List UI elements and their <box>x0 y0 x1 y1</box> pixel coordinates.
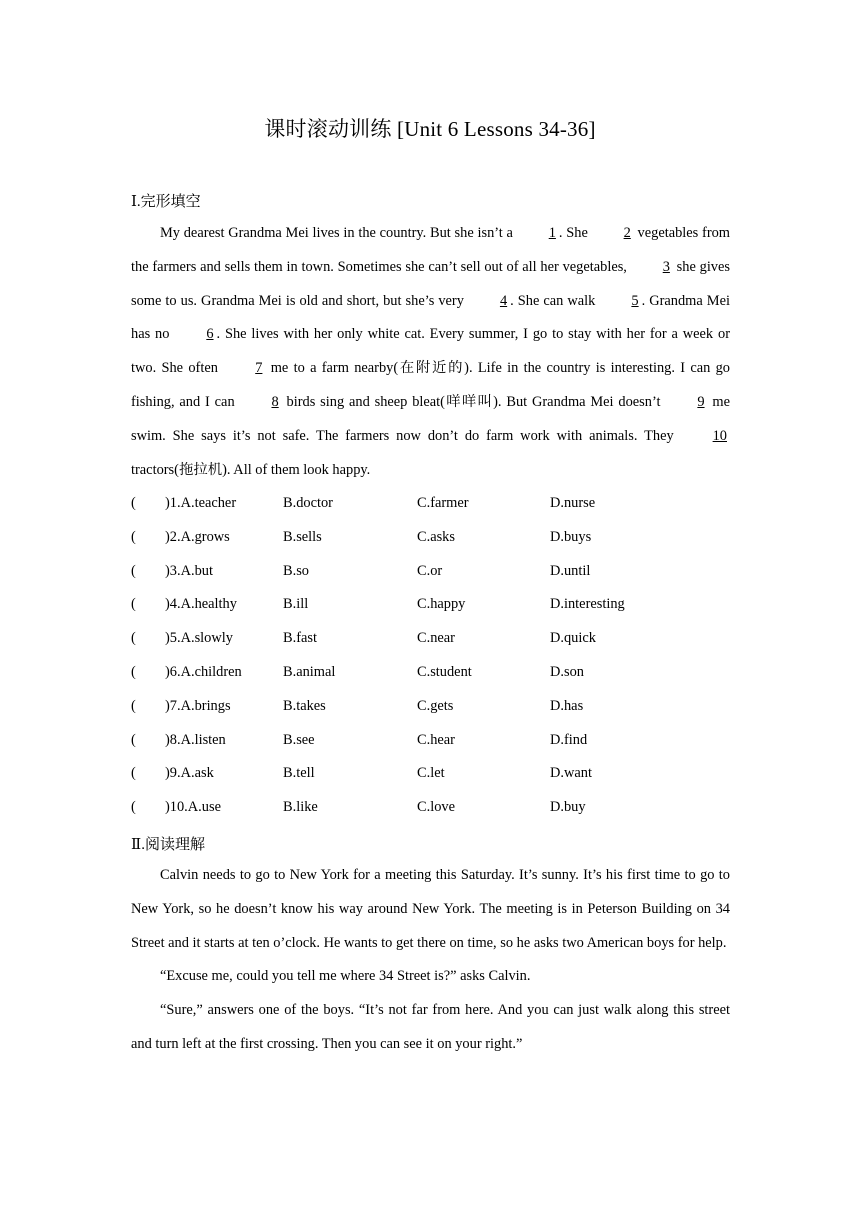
question-row <box>131 521 731 555</box>
option-a: )10.A.use <box>165 799 221 816</box>
option-b: B.like <box>283 799 318 816</box>
option-c: C.love <box>417 799 455 816</box>
option-b: B.tell <box>283 765 315 782</box>
option-c: C.farmer <box>417 495 469 511</box>
option-a: )3.A.but <box>165 562 213 579</box>
answer-paren[interactable]: ( <box>131 596 136 613</box>
answer-blank[interactable]: 7 <box>255 360 263 377</box>
option-a: )7.A.brings <box>165 697 231 714</box>
option-d: D.nurse <box>550 495 596 511</box>
option-c: C.near <box>417 630 455 647</box>
option-c: C.asks <box>417 528 455 545</box>
question-row <box>131 656 731 690</box>
cloze-paragraph: My dearest Grandma Mei lives in the country. But she isn’t a 1 . She 2 vegetables from the farmers and sells them in town. Sometimes she can’t sell out of all her vegetables, 3 she gives some to us. Grandma Mei is old and short, but she’s very 4 . She can walk 5 . Grandma Mei has no 6 . She lives with her only white cat. Every summer, I go to stay with her for a week or two. She often 7 me to a farm nearby(在附近的). Life in the country is interesting. I can go fishing, and I can 8 birds sing and sheep bleat(咩咩叫). But Grandma Mei doesn’t 9 me swim. She says it’s not safe. The farmers now don’t do farm work with animals. They 10 tractors(拖拉机). All of them look happy. <box>131 217 730 487</box>
reading-paragraph: “Excuse me, could you tell me where 34 Street is?” asks Calvin. <box>160 968 531 985</box>
answer-blank[interactable]: 2 <box>623 225 631 241</box>
page-title: 课时滚动训练 [Unit 6 Lessons 34-36] <box>264 117 596 141</box>
option-c: C.let <box>417 765 445 782</box>
answer-blank[interactable]: 10 <box>712 427 727 444</box>
answer-blank[interactable]: 1 <box>548 225 556 241</box>
answer-paren[interactable]: ( <box>131 765 136 782</box>
option-d: D.want <box>550 765 592 782</box>
option-a: )5.A.slowly <box>165 630 233 647</box>
reading-passage <box>131 859 730 1062</box>
answer-paren[interactable]: ( <box>131 528 136 545</box>
answer-paren[interactable]: ( <box>131 731 136 748</box>
question-row <box>131 555 731 589</box>
option-d: D.quick <box>550 630 596 647</box>
question-row <box>131 791 731 825</box>
option-b: B.see <box>283 731 315 748</box>
reading-paragraph: Calvin needs to go to New York for a meeting this Saturday. It’s sunny. It’s his first time to go to New York, so he doesn’t know his way around New York. The meeting is in Peterson Building on 34 Street and it starts at ten o’clock. He wants to get there on time, so he asks two American boys for help. <box>131 867 730 951</box>
option-b: B.ill <box>283 596 309 613</box>
question-row <box>131 724 731 758</box>
option-b: B.so <box>283 562 309 579</box>
reading-paragraph: “Sure,” answers one of the boys. “It’s not far from here. And you can just walk along this street and turn left at the first crossing. Then you can see it on your right.” <box>131 1002 730 1052</box>
answer-blank[interactable]: 8 <box>271 393 279 410</box>
question-row <box>131 588 731 622</box>
option-d: D.buy <box>550 799 586 816</box>
option-a: )6.A.children <box>165 663 242 680</box>
answer-blank[interactable]: 3 <box>662 258 670 275</box>
question-list <box>131 487 731 825</box>
option-d: D.has <box>550 697 584 714</box>
option-a: )1.A.teacher <box>165 495 237 511</box>
option-c: C.happy <box>417 596 466 613</box>
option-b: B.takes <box>283 697 326 714</box>
answer-blank[interactable]: 6 <box>206 326 214 343</box>
section-heading-cloze: Ⅰ.完形填空 <box>131 194 201 210</box>
option-a: )9.A.ask <box>165 765 214 782</box>
option-a: )4.A.healthy <box>165 596 237 613</box>
answer-paren[interactable]: ( <box>131 562 136 579</box>
option-c: C.hear <box>417 731 455 748</box>
option-a: )2.A.grows <box>165 528 230 545</box>
option-b: B.sells <box>283 528 322 545</box>
option-d: D.interesting <box>550 596 625 613</box>
question-row <box>131 487 731 521</box>
answer-paren[interactable]: ( <box>131 663 136 680</box>
answer-blank[interactable]: 4 <box>499 292 508 309</box>
option-d: D.son <box>550 663 584 680</box>
option-c: C.or <box>417 562 443 579</box>
question-row <box>131 690 731 724</box>
section-heading-reading: Ⅱ.阅读理解 <box>131 837 205 853</box>
question-row <box>131 622 731 656</box>
option-c: C.gets <box>417 697 454 714</box>
answer-paren[interactable]: ( <box>131 697 136 714</box>
option-c: C.student <box>417 663 472 680</box>
option-b: B.animal <box>283 663 336 680</box>
option-d: D.find <box>550 731 588 748</box>
answer-paren[interactable]: ( <box>131 630 136 647</box>
option-b: B.doctor <box>283 495 333 511</box>
option-b: B.fast <box>283 630 317 647</box>
answer-blank[interactable]: 5 <box>631 292 639 309</box>
option-d: D.buys <box>550 528 592 545</box>
option-d: D.until <box>550 562 591 579</box>
cloze-passage <box>131 217 730 487</box>
question-row <box>131 757 731 791</box>
option-a: )8.A.listen <box>165 731 226 748</box>
answer-paren[interactable]: ( <box>131 799 136 816</box>
answer-blank[interactable]: 9 <box>697 393 705 410</box>
answer-paren[interactable]: ( <box>131 495 136 511</box>
